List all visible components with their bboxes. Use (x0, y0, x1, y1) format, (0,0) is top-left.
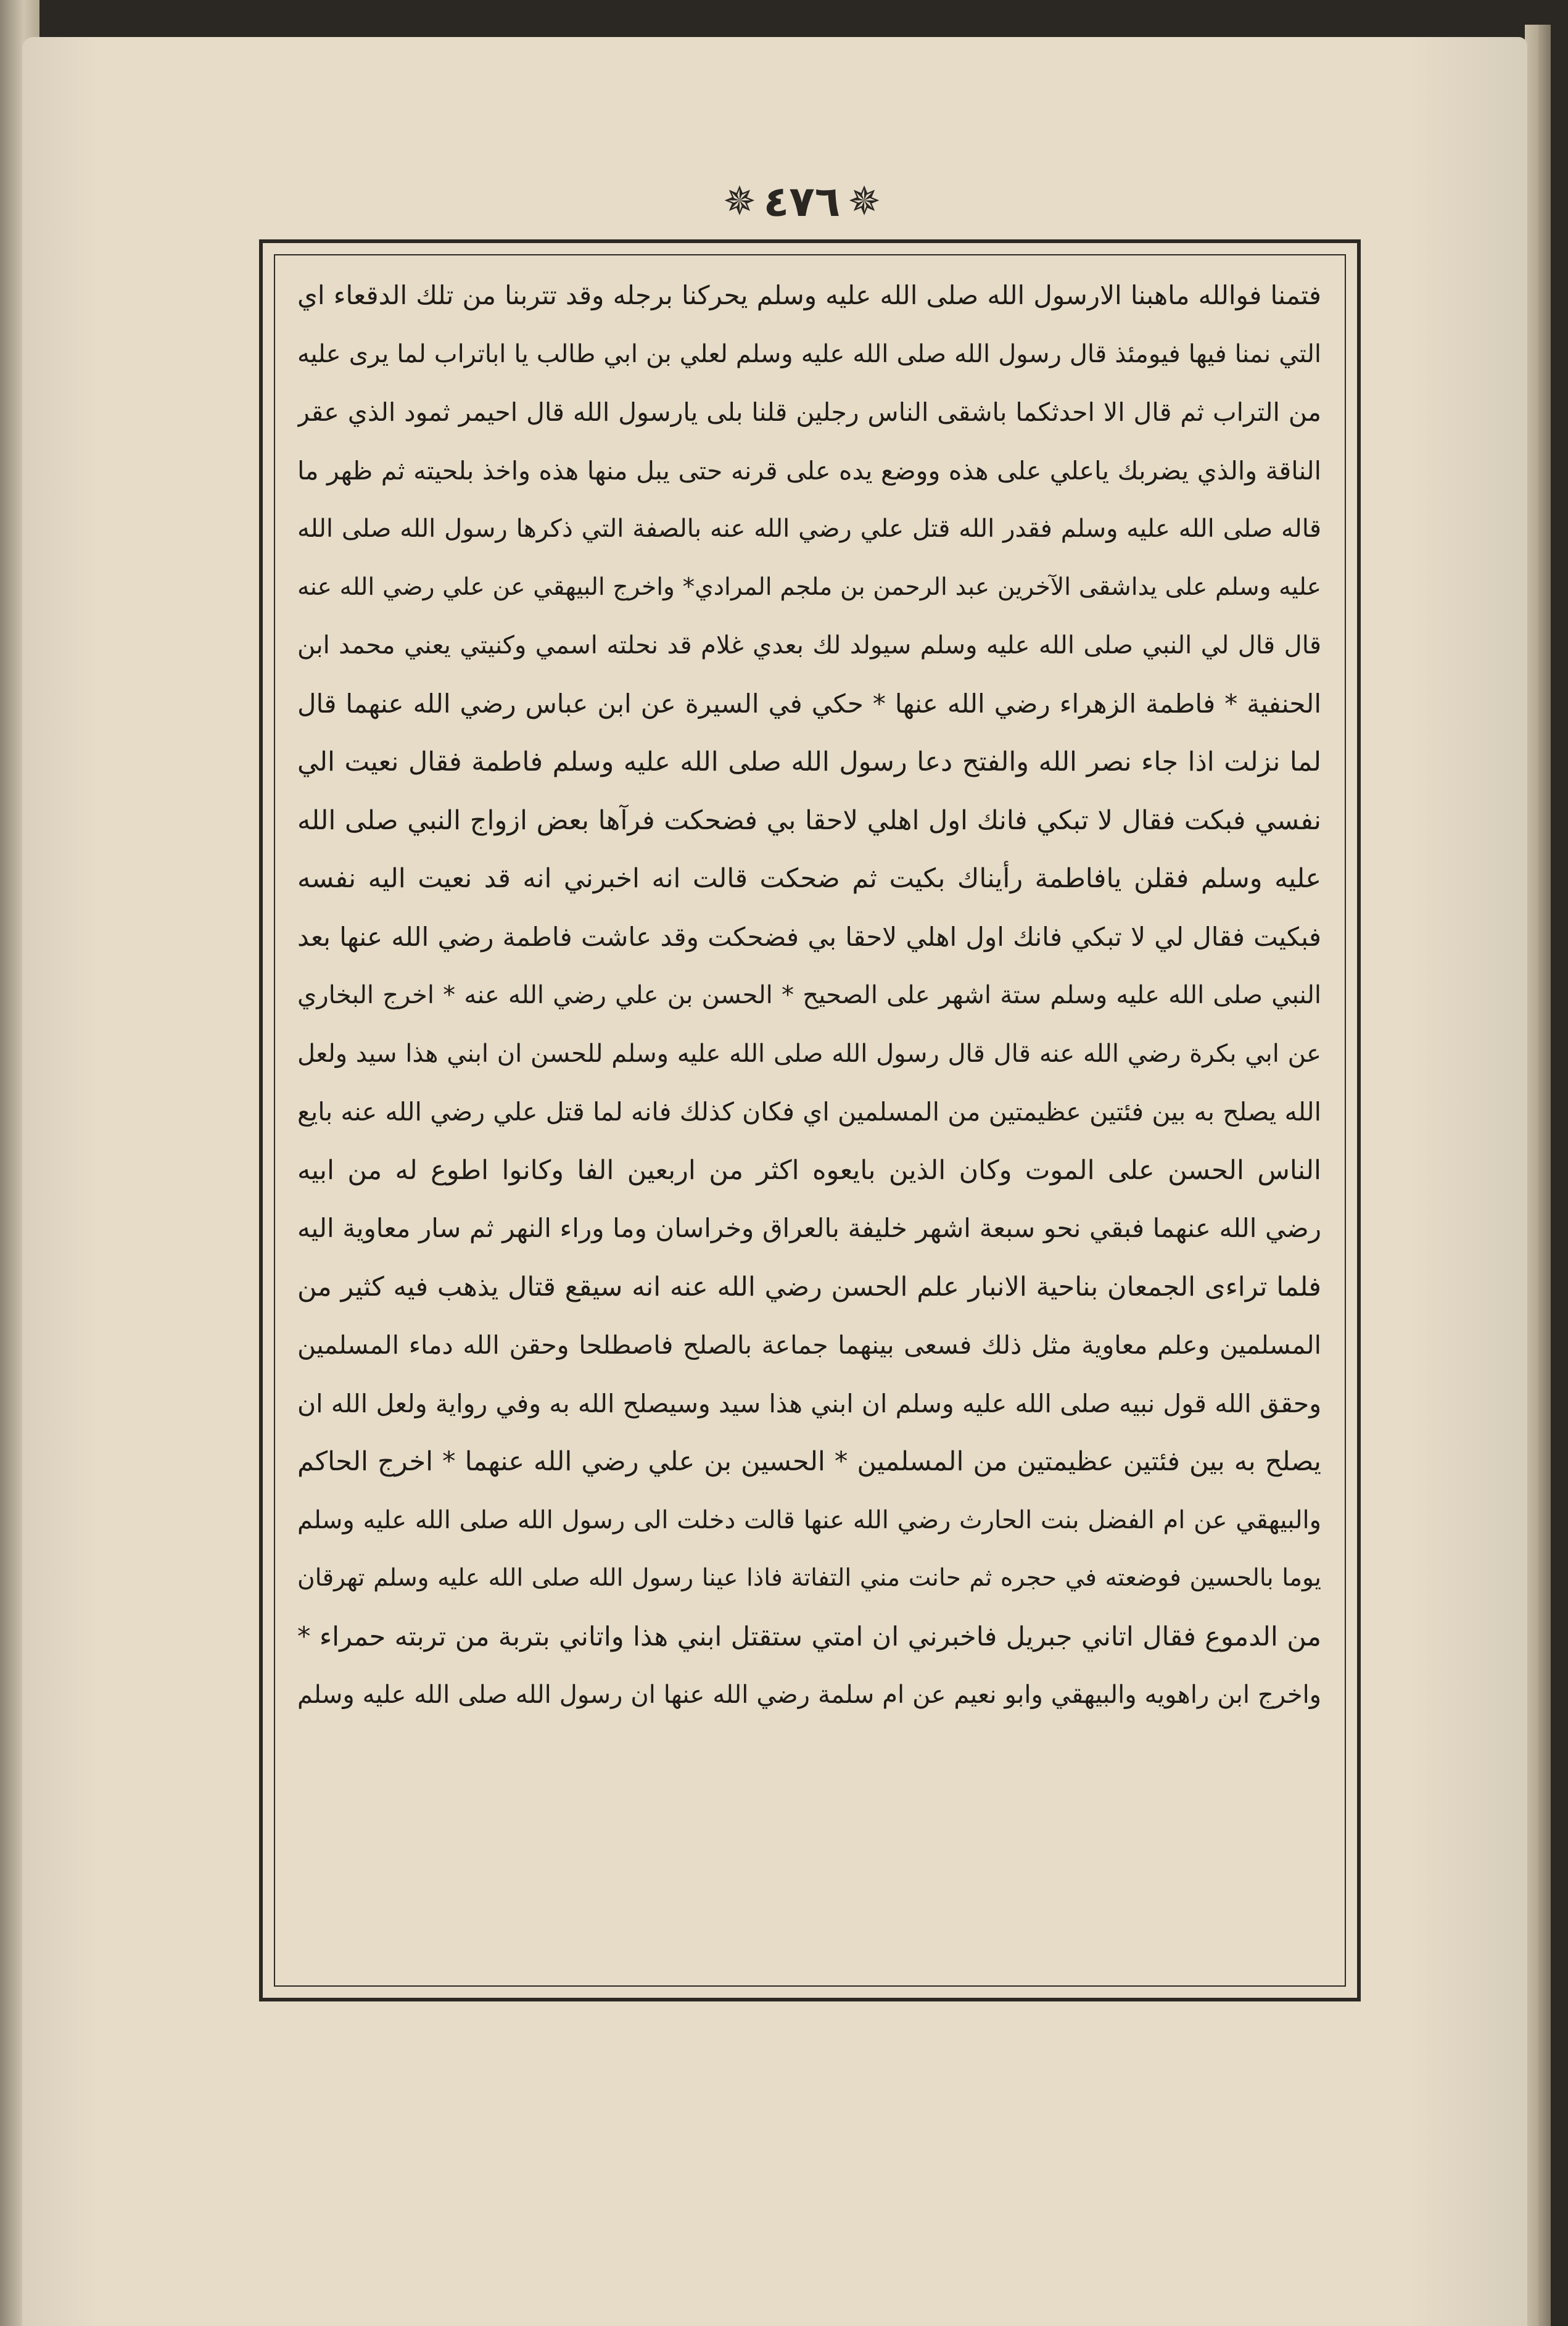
text-line: فبكيت فقال لي لا تبكي فانك اول اهلي لاحقا بي فضحكت وقد عاشت فاطمة رضي الله عنها بعد (297, 921, 1321, 952)
text-line: من التراب ثم قال الا احدثكما باشقى الناس رجلين قلنا بلى يارسول الله قال احيمر ثمود الذي عقر (297, 397, 1321, 427)
star-ornament-right-icon: ✵ (848, 179, 881, 225)
text-line: رضي الله عنهما فبقي نحو سبعة اشهر خليفة بالعراق وخراسان وما وراء النهر ثم سار معاوية اليه (297, 1213, 1321, 1243)
text-line: واخرج ابن راهويه والبيهقي وابو نعيم عن ام سلمة رضي الله عنها ان رسول الله صلى الله عليه وسلم (297, 1681, 1321, 1709)
page-number: ٤٧٦ (763, 177, 841, 226)
text-line: وحقق الله قول نبيه صلى الله عليه وسلم ان ابني هذا سيد وسيصلح الله به وفي رواية ولعل الله ان (297, 1388, 1321, 1418)
body-text (297, 267, 1321, 1976)
text-line: والبيهقي عن ام الفضل بنت الحارث رضي الله عنها قالت دخلت الى رسول الله صلى الله عليه وسلم (297, 1505, 1321, 1534)
page-stack-edge-outer (1538, 25, 1551, 2326)
text-line: عن ابي بكرة رضي الله عنه قال قال رسول الله صلى الله عليه وسلم للحسن ان ابني هذا سيد ولعل (297, 1039, 1321, 1068)
text-line: الناس الحسن على الموت وكان الذين بايعوه اكثر من اربعين الفا وكانوا اطوع له من ابيه (297, 1154, 1321, 1186)
text-line: عليه وسلم على يداشقى الآخرين عبد الرحمن بن ملجم المرادي* واخرج البيهقي عن علي رضي الله عنه (297, 573, 1321, 601)
text-line: قاله صلى الله عليه وسلم فقدر الله قتل علي رضي الله عنه بالصفة التي ذكرها رسول الله صلى الله (297, 515, 1321, 543)
text-line: يوما بالحسين فوضعته في حجره ثم حانت مني التفاتة فاذا عينا رسول الله صلى الله عليه وسلم تهرقان (297, 1564, 1321, 1592)
text-line: النبي صلى الله عليه وسلم ستة اشهر على الصحيح * الحسن بن علي رضي الله عنه * اخرج البخاري (297, 981, 1321, 1009)
text-line: عليه وسلم فقلن يافاطمة رأيناك بكيت ثم ضحكت قالت انه اخبرني انه قد نعيت اليه نفسه (297, 863, 1321, 894)
text-line: الناقة والذي يضربك ياعلي على هذه ووضع يده على قرنه حتى يبل منها هذه واخذ بلحيته ثم ظهر ما (297, 455, 1321, 486)
text-line: يصلح به بين فئتين عظيمتين من المسلمين * الحسين بن علي رضي الله عنهما * اخرج الحاكم (297, 1446, 1321, 1477)
star-ornament-left-icon: ✵ (723, 179, 756, 225)
text-line: نفسي فبكت فقال لا تبكي فانك اول اهلي لاحقا بي فضحكت فرآها بعض ازواج النبي صلى الله (297, 805, 1321, 836)
text-line: التي نمنا فيها فيومئذ قال رسول الله صلى الله عليه وسلم لعلي بن ابي طالب يا اباتراب لما يرى عليه (297, 339, 1321, 368)
text-line: الله يصلح به بين فئتين عظيمتين من المسلمين اي فكان كذلك فانه لما قتل علي رضي الله عنه بايع (297, 1097, 1321, 1127)
text-line: الحنفية * فاطمة الزهراء رضي الله عنها * حكي في السيرة عن ابن عباس رضي الله عنهما قال (297, 688, 1321, 719)
text-line: فتمنا فوالله ماهبنا الارسول الله صلى الله عليه وسلم يحركنا برجله وقد تتربنا من تلك الدقعاء اي (297, 280, 1321, 310)
text-line: من الدموع فقال اتاني جبريل فاخبرني ان امتي ستقتل ابني هذا واتاني بتربة من تربته حمراء * (297, 1621, 1321, 1652)
text-line: قال قال لي النبي صلى الله عليه وسلم سيولد لك بعدي غلام قد نحلته اسمي وكنيتي يعني محمد ابن (297, 631, 1321, 660)
page-header (709, 168, 894, 236)
text-line: فلما تراءى الجمعان بناحية الانبار علم الحسن رضي الله عنه انه سيقع قتال يذهب فيه كثير من (297, 1271, 1321, 1302)
text-line: المسلمين وعلم معاوية مثل ذلك فسعى بينهما جماعة بالصلح فاصطلحا وحقن الله دماء المسلمين (297, 1330, 1321, 1360)
text-line: لما نزلت اذا جاء نصر الله والفتح دعا رسول الله صلى الله عليه وسلم فاطمة فقال نعيت الي (297, 747, 1321, 777)
